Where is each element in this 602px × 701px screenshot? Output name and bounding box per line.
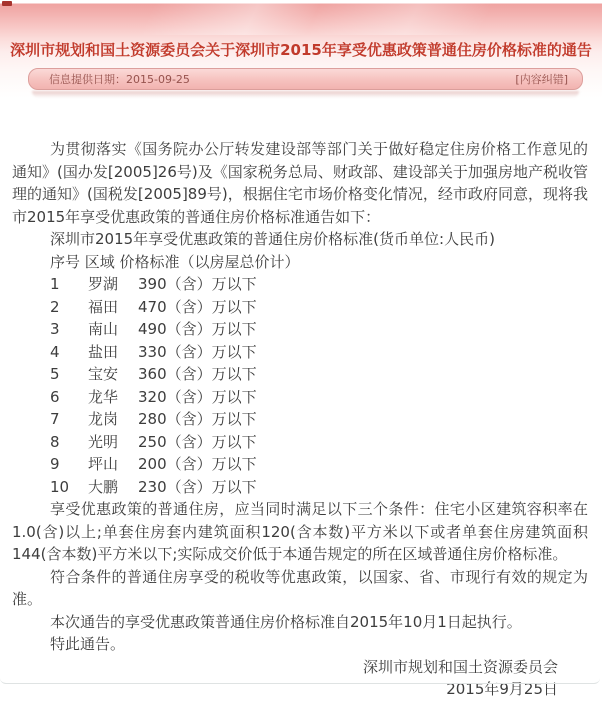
row-district: 坪山 xyxy=(88,455,119,473)
header-gradient-streaks xyxy=(0,3,602,35)
row-no: 9 xyxy=(50,455,60,473)
row-price: 360（含）万以下 xyxy=(138,365,257,383)
row-no: 7 xyxy=(50,410,60,428)
row-district: 盐田 xyxy=(88,342,119,361)
price-row xyxy=(12,341,588,364)
row-no: 10 xyxy=(50,477,70,496)
page-title: 深圳市规划和国土资源委员会关于深圳市2015年享受优惠政策普通住房价格标准的通告 xyxy=(10,41,592,59)
tax-note-paragraph: 符合条件的普通住房享受的税收等优惠政策，以国家、省、市现行有效的规定为准。 xyxy=(12,567,588,608)
info-date xyxy=(49,71,190,87)
row-district: 龙华 xyxy=(88,387,119,406)
row-district: 罗湖 xyxy=(88,275,119,293)
price-row xyxy=(12,476,588,499)
row-price: 230（含）万以下 xyxy=(138,477,257,496)
row-no: 4 xyxy=(50,342,60,361)
row-no: 5 xyxy=(50,365,60,383)
row-no: 1 xyxy=(50,275,60,293)
row-district: 南山 xyxy=(88,320,119,338)
row-price: 330（含）万以下 xyxy=(138,342,257,361)
info-bar-reflection xyxy=(32,91,579,98)
row-no: 2 xyxy=(50,297,60,316)
intro-paragraph: 为贯彻落实《国务院办公厅转发建设部等部门关于做好稳定住房价格工作意见的通知》(国办发[2005]26号)及《国家税务总局、财政部、建设部关于加强房地产税收管理的通知》(国税发[2005]89号)，根据住宅市场价格变化情况，经市政府同意，现将我市2015年享受优惠政策的普通住房价格标准通告如下： xyxy=(12,140,588,226)
row-no: 3 xyxy=(50,320,60,338)
page-header xyxy=(0,0,602,98)
signature-date: 2015年9月25日 xyxy=(446,680,558,698)
price-row xyxy=(12,453,588,476)
row-price: 390（含）万以下 xyxy=(138,275,257,293)
row-no: 8 xyxy=(50,432,60,451)
document-body xyxy=(0,98,602,698)
row-district: 福田 xyxy=(88,297,119,316)
conditions-paragraph: 享受优惠政策的普通住房，应当同时满足以下三个条件：住宅小区建筑容积率在1.0(含)以上;单套住房套内建筑面积120(含本数)平方米以下或者单套住房建筑面积144(含本数)平方米以下;实际成交价低于本通告规定的所在区域普通住房价格标准。 xyxy=(12,500,588,563)
table-header-line: 序号 区域 价格标准（以房屋总价计） xyxy=(50,252,300,271)
price-row xyxy=(12,273,588,296)
row-price: 280（含）万以下 xyxy=(138,410,257,428)
effective-note-paragraph: 本次通告的享受优惠政策普通住房价格标准自2015年10月1日起执行。 xyxy=(50,612,522,631)
price-row xyxy=(12,318,588,341)
info-date-value: 2015-09-25 xyxy=(126,73,190,86)
page-bottom-edge xyxy=(0,678,600,684)
info-date-label: 信息提供日期： xyxy=(49,73,126,86)
row-price: 470（含）万以下 xyxy=(138,297,257,316)
price-row xyxy=(12,386,588,409)
standard-title-line: 深圳市2015年享受优惠政策的普通住房价格标准(货币单位:人民币) xyxy=(50,230,495,248)
row-price: 320（含）万以下 xyxy=(138,387,257,406)
price-row xyxy=(12,363,588,386)
row-price: 200（含）万以下 xyxy=(138,455,257,473)
row-price: 250（含）万以下 xyxy=(138,432,257,451)
content-correction-link[interactable]: [内容纠错] xyxy=(515,73,568,86)
price-row xyxy=(12,408,588,431)
row-district: 光明 xyxy=(88,432,119,451)
info-bar xyxy=(28,68,583,90)
row-district: 大鹏 xyxy=(88,477,119,496)
row-district: 龙岗 xyxy=(88,410,119,428)
price-row xyxy=(12,296,588,319)
corner-red-mark xyxy=(2,1,12,6)
price-row xyxy=(12,431,588,454)
row-price: 490（含）万以下 xyxy=(138,320,257,338)
row-district: 宝安 xyxy=(88,365,119,383)
signature: 深圳市规划和国土资源委员会 xyxy=(362,657,558,676)
row-no: 6 xyxy=(50,387,60,406)
closing-line: 特此通告。 xyxy=(50,635,126,653)
